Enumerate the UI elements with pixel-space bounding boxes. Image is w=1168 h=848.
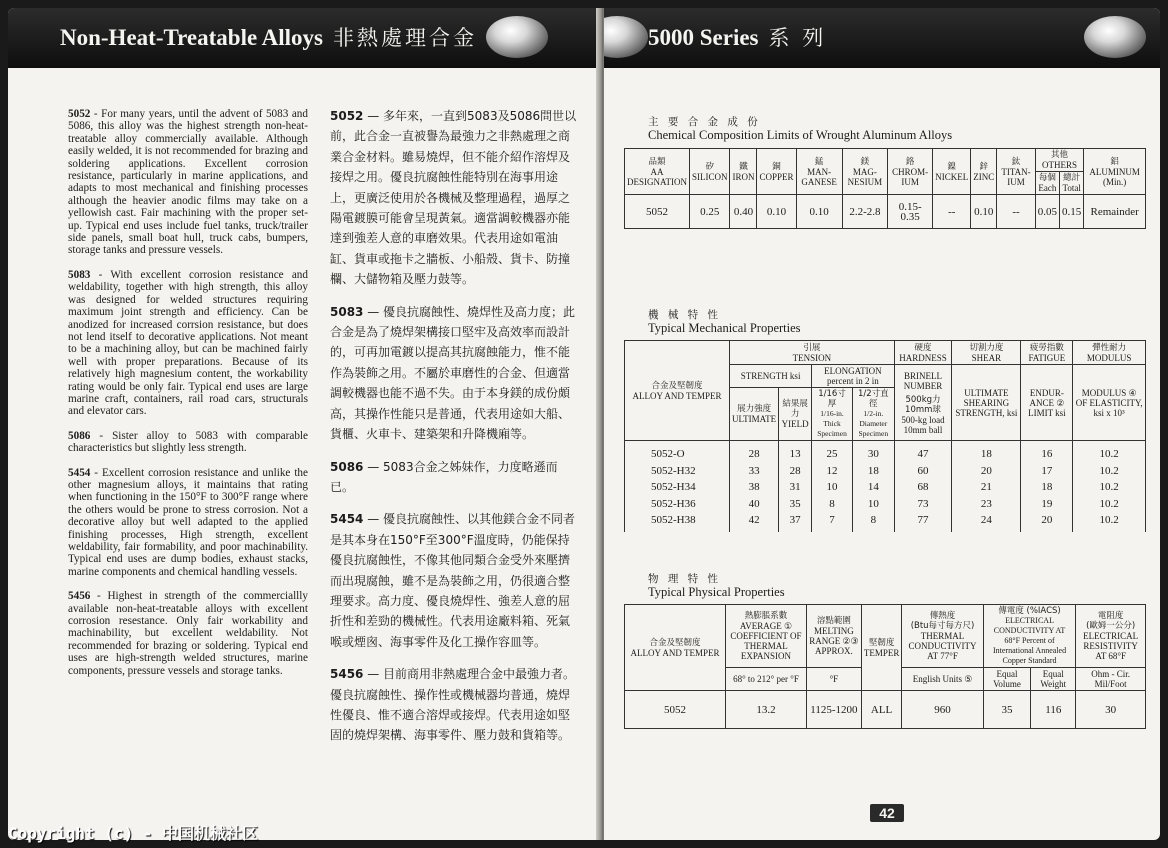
table-cell: 0.40 xyxy=(730,195,757,229)
table-cell: 10.2 xyxy=(1073,479,1146,496)
header-en: ELECTRICAL CONDUCTIVITY AT 68°F Percent of International Annealed Copper Standard xyxy=(992,616,1067,665)
header-en: ALLOY AND TEMPER xyxy=(632,390,722,401)
header-en: NICKEL xyxy=(935,171,969,182)
col-brinell xyxy=(894,365,952,441)
header-cn: 鎂 xyxy=(860,156,870,167)
header-en: 1/16-in. Thick Specimen xyxy=(817,409,847,438)
header-cn: (歐姆一公分) xyxy=(1086,621,1136,631)
header-cn: 傳熱度 xyxy=(929,611,956,621)
english-column xyxy=(68,108,308,689)
para-text: — 5083合金之姊妹作，力度略遜而已。 xyxy=(330,459,558,494)
right-page xyxy=(604,8,1160,840)
col-fatigue xyxy=(1021,341,1073,365)
header-cn: 矽 xyxy=(705,161,714,172)
col-others xyxy=(1035,149,1084,172)
header-en: HARDNESS xyxy=(899,353,947,363)
table-cell: 5052 xyxy=(625,691,726,729)
col-aluminum xyxy=(1084,149,1146,195)
col-equal-weight: Equal Weight xyxy=(1031,668,1076,691)
para-text: - Sister alloy to 5083 with comparable characteristics but slightly less strength. xyxy=(68,429,308,455)
table-cell: 60 xyxy=(894,463,952,480)
para-en-5086 xyxy=(68,430,308,455)
table-cell: 77 xyxy=(894,512,952,532)
table-cell: 19 xyxy=(1021,496,1073,513)
header-cn: 溶點範圍 xyxy=(816,616,851,626)
header-cn: 堅韌度 xyxy=(868,637,895,648)
table-cell: 24 xyxy=(952,512,1021,532)
header-title-cn: 系 列 xyxy=(768,26,827,50)
header-cn: 結果展力 xyxy=(782,399,808,419)
header-en: CHROM-IUM xyxy=(892,166,929,187)
chemical-composition-table xyxy=(624,148,1146,229)
table-cell: 1125-1200 xyxy=(806,691,861,729)
table-row xyxy=(625,479,1146,496)
table-cell: 5052 xyxy=(625,195,690,229)
header-cn: 電阻度 xyxy=(1097,611,1124,621)
header-cn: 鎳 xyxy=(947,161,957,172)
table-cell: 116 xyxy=(1031,691,1076,729)
header-title-en: Non-Heat-Treatable Alloys xyxy=(60,25,323,50)
col-hardness xyxy=(894,341,952,365)
table-cell: -- xyxy=(997,195,1036,229)
alloy-code: 5086 xyxy=(68,429,91,442)
table-row xyxy=(625,441,1146,463)
header-en: TITAN-IUM xyxy=(1001,166,1031,187)
physical-title-en: Typical Physical Properties xyxy=(648,585,785,599)
col-expansion xyxy=(726,605,807,668)
table-cell: 0.15-0.35 xyxy=(888,195,933,229)
header-title-cn: 非熱處理合金 xyxy=(332,26,477,50)
header-en: SHEAR xyxy=(971,353,1002,363)
para-text: - For many years, until the advent of 5083 and 5086, this alloy was the highest strength non-heat-treatable alloy commercially available. Although easily welded, it is not recommended for brazing and soldering applications. Excellent corrosion resistance, particularly in marine applications, and adapts to most mechanical and finishing processes although the heavier anodic films may take on a yellowish cast. Fair machining with the proper set-up. Typical end uses include fuel tanks, truck/trailer side panels, small boat hull, truck cabs, bumpers, storage tanks and pressure vessels. xyxy=(68,108,308,257)
header-cn: 熱膨脹系數 xyxy=(744,611,788,621)
alloy-code: 5052 xyxy=(68,108,91,120)
header-title-en: 5000 Series xyxy=(648,25,759,50)
col-yield xyxy=(779,388,812,441)
table-cell: 20 xyxy=(952,463,1021,480)
left-page xyxy=(8,8,600,840)
table-cell: 31 xyxy=(779,479,812,496)
table-row xyxy=(625,496,1146,513)
table-cell: 68 xyxy=(894,479,952,496)
para-text: — 目前商用非熱處理合金中最強力者。優良抗腐蝕性、操作性或機械器均普通，燒焊性優良、惟不適合溶焊或接焊。代表用途如堅固的燒焊架構、海事零件、壓力鼓和貨箱等。 xyxy=(330,667,576,743)
col-nickel xyxy=(933,149,971,195)
table-cell: 8 xyxy=(852,512,894,532)
col-electrical xyxy=(983,605,1076,668)
para-text: — 多年來，一直到5083及5086問世以前，此合金一直被譽為最強力之非熱處理之商業合金材料。雖易燒焊，但不能介紹作溶焊及接焊之用。優良抗腐蝕性能特別在海事用途上，更廣泛使用於各機械及整理過程，過厚之陽電鍍膜可能會呈現黃氣。適當調較機器亦能達到強差人意的車磨效果。代表用途如電油缸、貨車或拖卡之牆板、小船殼、貨卡、防撞欄、大儲物箱及壓力鼓等。 xyxy=(330,109,577,287)
col-alloy-temper xyxy=(625,341,730,441)
header-cn: 鈦 xyxy=(1011,156,1021,167)
table-cell: 5052-H34 xyxy=(625,479,730,496)
table-cell: 5052-H32 xyxy=(625,463,730,480)
alloy-code: 5454 xyxy=(68,466,91,479)
col-ultimate xyxy=(730,388,779,441)
table-cell: 960 xyxy=(902,691,983,729)
col-expansion-unit: 68° to 212° per °F xyxy=(726,668,807,691)
table-cell: 25 xyxy=(812,441,853,463)
table-cell: 14 xyxy=(852,479,894,496)
table-cell: 28 xyxy=(730,441,779,463)
header-en: OTHERS xyxy=(1042,160,1078,170)
table-row xyxy=(625,195,1146,229)
header-cn: 彈性耐力 xyxy=(1092,343,1127,353)
header-cn: 切割力度 xyxy=(969,343,1004,353)
para-cn-5083 xyxy=(330,302,580,445)
col-zinc xyxy=(971,149,997,195)
col-modulus xyxy=(1073,341,1146,365)
decorative-orb-icon xyxy=(604,16,648,58)
col-modulus-sub: MODULUS ④ OF ELASTICITY, ksi x 10³ xyxy=(1073,365,1146,441)
table-row xyxy=(625,512,1146,532)
alloy-code: 5086 xyxy=(330,459,364,474)
table-cell: 10.2 xyxy=(1073,463,1146,480)
header-en: ULTIMATE xyxy=(732,414,777,424)
physical-title-cn: 物 理 特 性 xyxy=(648,573,722,585)
alloy-code: 5083 xyxy=(330,304,364,319)
para-text: - Excellent corrosion resistance and unlike the other magnesium alloys, it maintains that rating when functioning in the 150°F to 300°F range where the others would be prone to stress corrosion. Not a decorative alloy but well adapted to the applied finishing processes, High strength, excellent weldability, fair formability, and poor machinability. Typical end uses are dump bodies, exhaust stacks, marine components and chemical handling vessels. xyxy=(68,466,308,578)
table-cell: 35 xyxy=(983,691,1031,729)
header-en: SILICON xyxy=(691,171,728,182)
col-designation xyxy=(625,149,690,195)
decorative-orb-icon xyxy=(486,16,548,58)
header-en: ALUMINUM (Min.) xyxy=(1089,166,1140,187)
header-cn: 展力強度 xyxy=(737,404,772,414)
table-cell: 10 xyxy=(852,496,894,513)
table-cell: 0.15 xyxy=(1060,195,1084,229)
table-cell: 8 xyxy=(812,496,853,513)
table-row xyxy=(625,463,1146,480)
header-en: AA DESIGNATION xyxy=(627,166,687,187)
header-cn: 錳 xyxy=(814,156,824,167)
header-en: AVERAGE ① COEFFICIENT OF THERMAL EXPANSION xyxy=(730,621,802,661)
table-cell: 37 xyxy=(779,512,812,532)
mechanical-title-en: Typical Mechanical Properties xyxy=(648,321,801,335)
right-header-title xyxy=(648,22,826,52)
table-cell: 40 xyxy=(730,496,779,513)
alloy-code: 5083 xyxy=(68,268,91,281)
para-en-5456 xyxy=(68,590,308,677)
para-en-5052 xyxy=(68,108,308,257)
col-melting-unit: °F xyxy=(806,668,861,691)
table-cell: -- xyxy=(933,195,971,229)
col-chromium xyxy=(888,149,933,195)
header-en: MAG-NESIUM xyxy=(847,166,883,187)
col-equal-volume: Equal Volume xyxy=(983,668,1031,691)
header-cn: 傳電度 (%IACS) xyxy=(998,606,1061,616)
table-cell: 12 xyxy=(812,463,853,480)
table-cell: 10 xyxy=(812,479,853,496)
table-cell: 2.2-2.8 xyxy=(842,195,887,229)
header-en: COPPER xyxy=(759,171,794,182)
col-silicon xyxy=(689,149,730,195)
header-en: MELTING RANGE ②③ APPROX. xyxy=(809,626,859,656)
table-cell: 0.10 xyxy=(757,195,796,229)
table-cell: 30 xyxy=(1076,691,1146,729)
header-cn: (Btu每寸每方尺) xyxy=(910,621,975,631)
header-en: THERMAL CONDUCTIVITY AT 77°F xyxy=(908,631,977,661)
header-en: BRINELL NUMBER xyxy=(903,370,943,391)
header-cn: 其他 xyxy=(1051,150,1069,160)
para-cn-5086 xyxy=(330,457,580,498)
table-cell: 30 xyxy=(852,441,894,463)
para-cn-5454 xyxy=(330,509,580,652)
header-cn: 疲勞指數 xyxy=(1029,343,1064,353)
table-cell: 10.2 xyxy=(1073,496,1146,513)
table-cell: 0.10 xyxy=(796,195,842,229)
col-resistivity-unit: Ohm - Cir. Mil/Foot xyxy=(1076,668,1146,691)
table-cell: 23 xyxy=(952,496,1021,513)
table-cell: 20 xyxy=(1021,512,1073,532)
header-cn: 500kg力10mm球 xyxy=(905,394,941,415)
para-cn-5456 xyxy=(330,664,580,746)
para-en-5083 xyxy=(68,269,308,418)
para-cn-5052 xyxy=(330,106,580,290)
table-cell: 7 xyxy=(812,512,853,532)
header-en: Each xyxy=(1038,183,1057,193)
table-cell: 18 xyxy=(852,463,894,480)
col-melting xyxy=(806,605,861,668)
header-en: MODULUS xyxy=(1086,353,1132,363)
table-cell: 10.2 xyxy=(1073,512,1146,532)
header-en: TEMPER xyxy=(863,647,900,658)
left-header-title xyxy=(60,22,477,52)
table-cell: 38 xyxy=(730,479,779,496)
header-cn: 每個 xyxy=(1038,173,1056,183)
col-tension xyxy=(730,341,895,365)
col-conductivity-unit: English Units ⑤ xyxy=(902,668,983,691)
col-strength: STRENGTH ksi xyxy=(730,365,812,388)
chemical-title-en: Chemical Composition Limits of Wrought Aluminum Alloys xyxy=(648,128,953,142)
header-en: ALLOY AND TEMPER xyxy=(630,647,720,658)
table-cell: 73 xyxy=(894,496,952,513)
col-titanium xyxy=(997,149,1036,195)
col-elong-thick xyxy=(812,388,853,441)
table-cell: 0.05 xyxy=(1035,195,1059,229)
header-cn: 1/2寸直徑 xyxy=(857,389,889,409)
para-text: - Highest in strength of the commerciallly available non-heat-treatable alloys with excellent corrosion resestance. Only fair workability and machinability, but excellent weldability. Not recommended for brazing or soldering. Typical end uses are high-strength welded structures, marine components, pressure vessels and storage tanks. xyxy=(68,590,308,677)
alloy-code: 5454 xyxy=(330,512,364,527)
page-number: 42 xyxy=(870,804,904,822)
col-elong-diameter xyxy=(852,388,894,441)
decorative-orb-icon xyxy=(1084,16,1146,58)
col-shear-sub: ULTIMATE SHEARING STRENGTH, ksi xyxy=(952,365,1021,441)
table-cell: 28 xyxy=(779,463,812,480)
physical-properties-table xyxy=(624,604,1146,729)
table-cell: 18 xyxy=(952,441,1021,463)
col-others-each xyxy=(1035,172,1059,195)
col-alloy-temper xyxy=(625,605,726,691)
table-cell: Remainder xyxy=(1084,195,1146,229)
para-text: — 優良抗腐蝕性、以其他鎂合金不同者是其本身在150°F至300°F溫度時，仍能保持優良抗腐蝕性，不像其他同類合金受外來壓擠而出現腐蝕，雖不是為裝飾之用，仍很適合整理要求。高力度、優良燒焊性、強差人意的屈折性和差勁的機械性。代表用途廠料箱、死氣喉或煙囪、海事零件及化工操作容皿等。 xyxy=(330,512,576,649)
alloy-code: 5052 xyxy=(330,109,364,123)
col-elongation: ELONGATION percent in 2 in xyxy=(812,365,895,388)
header-cn: 鐵 xyxy=(739,161,748,172)
table-row xyxy=(625,691,1146,729)
table-cell: 5052-O xyxy=(625,441,730,463)
mechanical-properties-table xyxy=(624,340,1146,532)
header-en: IRON xyxy=(732,171,755,182)
table-cell: 13 xyxy=(779,441,812,463)
col-others-total xyxy=(1060,172,1084,195)
header-cn: 品類 xyxy=(648,156,666,167)
mechanical-title-cn: 機 械 特 性 xyxy=(648,309,722,321)
header-en: FATIGUE xyxy=(1028,353,1066,363)
chinese-column xyxy=(330,106,580,758)
header-en: TENSION xyxy=(792,353,832,363)
header-cn: 合金及堅韌度 xyxy=(649,637,701,648)
right-page-header xyxy=(604,8,1160,68)
header-en: 1/2-in. Diameter Specimen xyxy=(858,409,889,438)
table-cell: 35 xyxy=(779,496,812,513)
mechanical-data-rows xyxy=(625,441,1146,532)
left-page-header xyxy=(8,8,600,68)
para-text: - With excellent corrosion resistance and weldability, together with high strength, this alloy was designed for welded structures requiring maximum joint strength and efficiency. Can be anodized for increased corrsion resistance, but does not lend itself to decorative applications. Not meant to be a machining alloy, but can be machined fairly well with proper preparations. Because of its relatively high magnesium content, the workability rating would be only fair. Typical end uses are large marine craft, containers, rail road cars, structurals and elevator cars. xyxy=(68,268,308,418)
para-text: — 優良抗腐蝕性、燒焊性及高力度；此合金是為了燒焊架構接口堅牢及高效率而設計的，可再加電鍍以提高其抗腐蝕能力，惟不能作為裝飾之用。不屬於車磨性的合金、但適當調較機器也能不過不失。由于本身鎂的成份頗高，其操作性能只是普通，代表用途如大船、貨櫃、火車卡、建築架和升降機廂等。 xyxy=(330,304,576,442)
table-cell: 0.25 xyxy=(689,195,730,229)
col-manganese xyxy=(796,149,842,195)
table-cell: 16 xyxy=(1021,441,1073,463)
header-cn: 引展 xyxy=(803,343,821,353)
header-note: 500-kg load 10mm ball xyxy=(901,414,945,435)
chemical-title-cn: 主 要 合 金 成 份 xyxy=(648,116,761,128)
col-magnesium xyxy=(842,149,887,195)
col-resistivity xyxy=(1076,605,1146,668)
col-iron xyxy=(730,149,757,195)
table-cell: 5052-H38 xyxy=(625,512,730,532)
col-copper xyxy=(757,149,796,195)
table-cell: 42 xyxy=(730,512,779,532)
table-cell: 5052-H36 xyxy=(625,496,730,513)
table-cell: 17 xyxy=(1021,463,1073,480)
para-en-5454 xyxy=(68,467,308,579)
header-en: ZINC xyxy=(973,171,995,182)
table-cell: 0.10 xyxy=(971,195,997,229)
header-cn: 合金及堅韌度 xyxy=(651,380,703,391)
table-cell: 10.2 xyxy=(1073,441,1146,463)
header-en: Total xyxy=(1062,183,1081,193)
table-cell: 21 xyxy=(952,479,1021,496)
header-cn: 總計 xyxy=(1063,173,1081,183)
header-cn: 銅 xyxy=(772,161,781,172)
table-cell: 13.2 xyxy=(726,691,807,729)
col-temper xyxy=(861,605,902,691)
col-fatigue-sub: ENDUR-ANCE ② LIMIT ksi xyxy=(1021,365,1073,441)
header-cn: 鋅 xyxy=(979,161,989,172)
table-cell: 18 xyxy=(1021,479,1073,496)
copyright-watermark: Copyright (c) - 中国机械社区 xyxy=(8,824,259,843)
header-cn: 鉻 xyxy=(905,156,915,167)
header-en: ELECTRICAL RESISTIVITY AT 68°F xyxy=(1083,631,1139,661)
header-en: YIELD xyxy=(781,419,809,429)
table-cell: 33 xyxy=(730,463,779,480)
col-conductivity xyxy=(902,605,983,668)
table-cell: 47 xyxy=(894,441,952,463)
alloy-code: 5456 xyxy=(330,667,364,682)
table-cell: ALL xyxy=(861,691,902,729)
header-cn: 1/16寸厚 xyxy=(818,389,846,409)
header-en: MAN-GANESE xyxy=(801,166,837,187)
header-cn: 硬度 xyxy=(914,343,932,353)
alloy-code: 5456 xyxy=(68,590,91,603)
header-cn: 鋁 xyxy=(1110,156,1119,167)
col-shear xyxy=(952,341,1021,365)
